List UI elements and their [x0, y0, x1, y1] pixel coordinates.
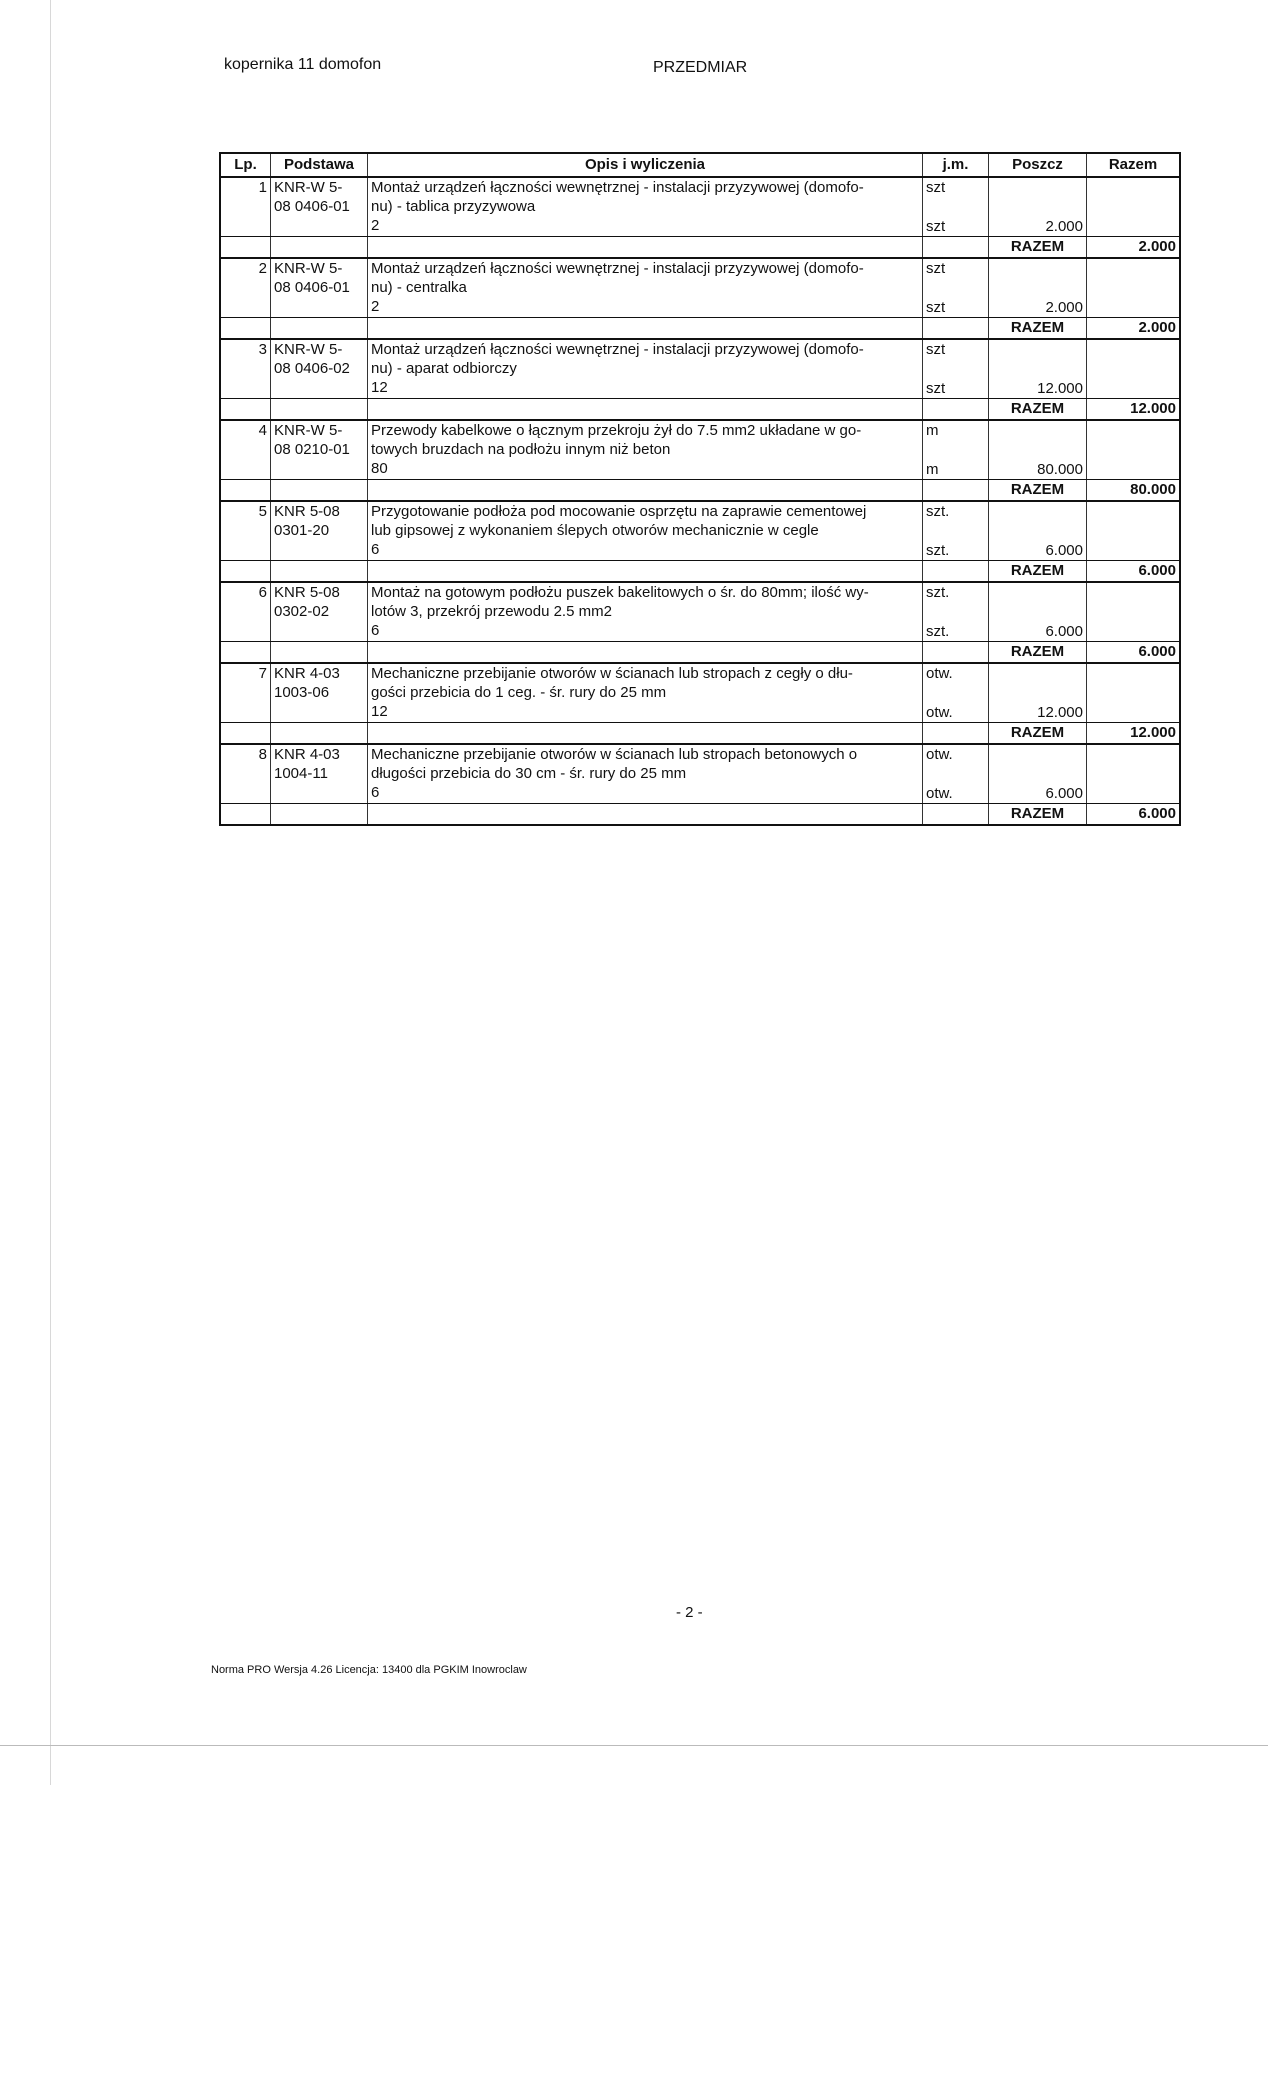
col-razem: Razem — [1086, 154, 1179, 176]
opis-line-2: gości przebicia do 1 ceg. - śr. rury do 25 mm — [371, 684, 667, 701]
poszcz-value: 6.000 — [1045, 785, 1083, 802]
sum-label: RAZEM — [988, 561, 1086, 581]
item-podstawa: KNR 4-03 1003-06 — [270, 664, 367, 722]
table-item — [221, 502, 1179, 583]
item-row — [221, 502, 1179, 560]
jm-unit: otw. — [926, 746, 953, 763]
item-jm — [922, 340, 988, 398]
item-podstawa: KNR 5-08 0302-02 — [270, 583, 367, 641]
item-row — [221, 178, 1179, 236]
jm-unit: szt — [926, 260, 946, 277]
item-opis — [367, 259, 922, 317]
sum-value: 80.000 — [1086, 480, 1179, 500]
sum-row — [221, 479, 1179, 502]
item-opis — [367, 178, 922, 236]
sum-value: 12.000 — [1086, 723, 1179, 743]
item-podstawa: KNR 4-03 1004-11 — [270, 745, 367, 803]
sum-row — [221, 641, 1179, 664]
item-podstawa: KNR-W 5- 08 0210-01 — [270, 421, 367, 479]
sum-value: 2.000 — [1086, 237, 1179, 257]
item-razem-empty — [1086, 340, 1179, 398]
table-item — [221, 745, 1179, 824]
item-row — [221, 421, 1179, 479]
col-lp: Lp. — [234, 156, 257, 173]
item-lp: 6 — [258, 584, 267, 601]
item-poszcz — [988, 259, 1086, 317]
sum-label: RAZEM — [988, 399, 1086, 419]
col-poszcz: Poszcz — [988, 154, 1086, 176]
item-poszcz — [988, 664, 1086, 722]
item-razem-empty — [1086, 259, 1179, 317]
opis-line-1: Przewody kabelkowe o łącznym przekroju żył do 7.5 mm2 układane w go- — [371, 422, 862, 439]
sum-row — [221, 803, 1179, 824]
item-jm — [922, 421, 988, 479]
item-lp: 5 — [258, 503, 267, 520]
opis-calc: 12 — [371, 379, 388, 396]
jm-unit-calc: otw. — [926, 704, 953, 721]
opis-line-2: nu) - centralka — [371, 279, 467, 296]
item-row — [221, 583, 1179, 641]
opis-line-1: Przygotowanie podłoża pod mocowanie osprzętu na zaprawie cementowej — [371, 503, 867, 520]
sum-value: 12.000 — [1086, 399, 1179, 419]
sum-label: RAZEM — [988, 318, 1086, 338]
jm-unit: szt — [926, 179, 946, 196]
jm-unit: otw. — [926, 665, 953, 682]
sum-row — [221, 236, 1179, 259]
jm-unit: m — [926, 422, 939, 439]
item-lp: 1 — [258, 179, 267, 196]
sum-value: 6.000 — [1086, 561, 1179, 581]
item-poszcz — [988, 340, 1086, 398]
item-lp: 4 — [258, 422, 267, 439]
item-opis — [367, 664, 922, 722]
item-poszcz — [988, 745, 1086, 803]
sum-row — [221, 398, 1179, 421]
sum-label: RAZEM — [988, 642, 1086, 662]
document-title: PRZEDMIAR — [653, 59, 748, 76]
item-opis — [367, 340, 922, 398]
item-razem-empty — [1086, 583, 1179, 641]
item-lp: 8 — [258, 746, 267, 763]
table-item — [221, 421, 1179, 502]
table-item — [221, 664, 1179, 745]
opis-line-2: lub gipsowej z wykonaniem ślepych otworów mechanicznie w cegle — [371, 522, 819, 539]
poszcz-value: 12.000 — [1037, 704, 1083, 721]
item-poszcz — [988, 421, 1086, 479]
opis-line-1: Mechaniczne przebijanie otworów w ścianach lub stropach z cegły o dłu- — [371, 665, 853, 682]
opis-line-2: towych bruzdach na podłożu innym niż beton — [371, 441, 671, 458]
opis-line-2: długości przebicia do 30 cm - śr. rury do 25 mm — [371, 765, 687, 782]
przedmiar-table — [219, 152, 1181, 826]
license-note: Norma PRO Wersja 4.26 Licencja: 13400 dla PGKIM Inowroclaw — [211, 1664, 527, 1676]
sum-row — [221, 722, 1179, 745]
table-item — [221, 340, 1179, 421]
table-item — [221, 583, 1179, 664]
sum-value: 2.000 — [1086, 318, 1179, 338]
opis-calc: 6 — [371, 784, 380, 801]
item-row — [221, 340, 1179, 398]
item-lp: 3 — [258, 341, 267, 358]
jm-unit: szt. — [926, 584, 950, 601]
opis-line-1: Montaż na gotowym podłożu puszek bakelitowych o śr. do 80mm; ilość wy- — [371, 584, 869, 601]
item-opis — [367, 421, 922, 479]
col-podstawa: Podstawa — [270, 154, 367, 176]
table-item — [221, 178, 1179, 259]
opis-calc: 6 — [371, 622, 380, 639]
opis-line-2: nu) - tablica przyzywowa — [371, 198, 536, 215]
opis-calc: 2 — [371, 217, 380, 234]
table-header — [221, 154, 1179, 178]
jm-unit-calc: szt. — [926, 623, 950, 640]
item-jm — [922, 664, 988, 722]
sum-label: RAZEM — [988, 237, 1086, 257]
col-opis: Opis i wyliczenia — [367, 154, 922, 176]
opis-line-2: lotów 3, przekrój przewodu 2.5 mm2 — [371, 603, 612, 620]
opis-calc: 80 — [371, 460, 388, 477]
opis-line-1: Montaż urządzeń łączności wewnętrznej - instalacji przyzywowej (domofo- — [371, 341, 864, 358]
item-opis — [367, 745, 922, 803]
opis-calc: 6 — [371, 541, 380, 558]
jm-unit-calc: szt — [926, 218, 946, 235]
item-podstawa: KNR-W 5- 08 0406-01 — [270, 259, 367, 317]
item-lp: 7 — [258, 665, 267, 682]
item-jm — [922, 178, 988, 236]
jm-unit-calc: szt — [926, 299, 946, 316]
sum-label: RAZEM — [988, 480, 1086, 500]
item-razem-empty — [1086, 664, 1179, 722]
item-jm — [922, 745, 988, 803]
poszcz-value: 6.000 — [1045, 623, 1083, 640]
item-podstawa: KNR-W 5- 08 0406-01 — [270, 178, 367, 236]
page-number: - 2 - — [676, 1604, 703, 1621]
opis-line-1: Montaż urządzeń łączności wewnętrznej - instalacji przyzywowej (domofo- — [371, 260, 864, 277]
item-opis — [367, 502, 922, 560]
table-item — [221, 259, 1179, 340]
item-row — [221, 664, 1179, 722]
item-razem-empty — [1086, 745, 1179, 803]
jm-unit-calc: m — [926, 461, 939, 478]
sum-value: 6.000 — [1086, 804, 1179, 824]
opis-line-1: Montaż urządzeń łączności wewnętrznej - instalacji przyzywowej (domofo- — [371, 179, 864, 196]
item-razem-empty — [1086, 421, 1179, 479]
document-subject: kopernika 11 domofon — [224, 56, 382, 73]
poszcz-value: 6.000 — [1045, 542, 1083, 559]
sum-row — [221, 317, 1179, 340]
poszcz-value: 80.000 — [1037, 461, 1083, 478]
item-jm — [922, 583, 988, 641]
item-podstawa: KNR 5-08 0301-20 — [270, 502, 367, 560]
opis-line-1: Mechaniczne przebijanie otworów w ścianach lub stropach betonowych o — [371, 746, 858, 763]
jm-unit: szt. — [926, 503, 950, 520]
scan-edge-line — [50, 0, 51, 1785]
sum-label: RAZEM — [988, 804, 1086, 824]
jm-unit-calc: szt. — [926, 542, 950, 559]
sum-value: 6.000 — [1086, 642, 1179, 662]
opis-calc: 12 — [371, 703, 388, 720]
item-opis — [367, 583, 922, 641]
item-podstawa: KNR-W 5- 08 0406-02 — [270, 340, 367, 398]
item-jm — [922, 502, 988, 560]
sum-label: RAZEM — [988, 723, 1086, 743]
col-jm: j.m. — [922, 154, 988, 176]
jm-unit: szt — [926, 341, 946, 358]
jm-unit-calc: szt — [926, 380, 946, 397]
poszcz-value: 2.000 — [1045, 299, 1083, 316]
item-razem-empty — [1086, 502, 1179, 560]
item-razem-empty — [1086, 178, 1179, 236]
page-bottom-line — [0, 1745, 1268, 1746]
jm-unit-calc: otw. — [926, 785, 953, 802]
item-poszcz — [988, 178, 1086, 236]
poszcz-value: 2.000 — [1045, 218, 1083, 235]
item-row — [221, 259, 1179, 317]
poszcz-value: 12.000 — [1037, 380, 1083, 397]
item-row — [221, 745, 1179, 803]
opis-calc: 2 — [371, 298, 380, 315]
opis-line-2: nu) - aparat odbiorczy — [371, 360, 517, 377]
sum-row — [221, 560, 1179, 583]
item-poszcz — [988, 502, 1086, 560]
item-jm — [922, 259, 988, 317]
item-lp: 2 — [258, 260, 267, 277]
item-poszcz — [988, 583, 1086, 641]
